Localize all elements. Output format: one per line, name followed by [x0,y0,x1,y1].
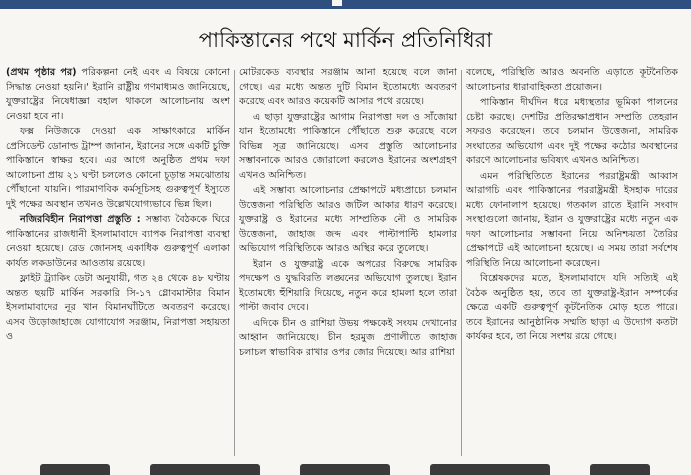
paragraph: পাকিস্তান দীর্ঘদিন ধরে মধ্যস্থতার ভূমিকা পালনের চেষ্টা করছে। দেশটির প্রতিরক্ষাপ্রধান সম্প্রতি তেহরান সফরও করেছেন। তবে চলমান উত্তেজনা, সামরিক সংঘাতের অভিযোগ এবং দুই পক্ষের কঠোর অবস্থানের কারণে আলোচনার ভবিষ্যৎ এখনও অনিশ্চিত। [466,97,678,166]
paragraph: এ ছাড়া যুক্তরাষ্ট্রের আগাম নিরাপত্তা দল ও সাঁজোয়া যান ইতোমধ্যে পাকিস্তানে পৌঁছাতে শুরু করেছে বলে বিভিন্ন সূত্র জানিয়েছে। এসব প্রস্তুতি আলোচনার সম্ভাবনাকে আরও জোরালো করলেও ইরানের অংশগ্রহণ এখনও অনিশ্চিত। [239,111,457,181]
paragraph-text: পরিকল্পনা নেই এবং এ বিষয়ে কোনো সিদ্ধান্ত নেওয়া হয়নি।' ইরানি রাষ্ট্রীয় গণমাধ্যমও জানিয়েছে, যুক্তরাষ্ট্রের নিষেধাজ্ঞা বহাল থাকলে আলোচনায় অংশ নেওয়া হবে না। [6,67,230,122]
cropped-glyph [430,464,550,475]
article-columns [0,66,691,461]
top-color-bar [0,0,691,9]
subheading: নজিরবিহীন নিরাপত্তা প্রস্তুতি : [20,214,141,225]
paragraph [6,213,230,271]
paragraph: ইরান ও যুক্তরাষ্ট্র একে অপরের বিরুদ্ধে সামরিক পদক্ষেপ ও যুদ্ধবিরতি লঙ্ঘনের অভিযোগ তুলছে। ইরান ইতোমধ্যে হুঁশিয়ারি দিয়েছে, নতুন করে হামলা হলে তারা পাল্টা জবাব দেবে। [239,258,457,313]
cropped-glyph [590,464,650,475]
article-column-3 [466,66,678,461]
article-column-1 [6,66,230,461]
next-headline-cropped [0,460,691,475]
continuation-marker: (প্রথম পৃষ্ঠার পর) [6,67,77,78]
page-headline: পাকিস্তানের পথে মার্কিন প্রতিনিধিরা [198,28,493,52]
cropped-glyph [300,464,390,475]
cropped-glyph [150,464,260,475]
cropped-glyph [40,464,110,475]
paragraph: মোটরকেড ব্যবস্থার সরঞ্জাম আনা হয়েছে বলে জানা গেছে। এর মধ্যে অন্তত দুটি বিমান ইতোমধ্যে অবতরণ করেছে এবং আরও কয়েকটি আসার পথে রয়েছে। [239,67,457,107]
paragraph: এদিকে চীন ও রাশিয়া উভয় পক্ষকেই সংযম দেখানোর আহ্বান জানিয়েছে। চীন হরমুজ প্রণালীতে জাহাজ চলাচল স্বাভাবিক রাখার ওপর জোর দিয়েছে। আর রাশিয়া [239,317,457,358]
paragraph: বিশ্লেষকদের মতে, ইসলামাবাদে যদি সত্যিই এই বৈঠক অনুষ্ঠিত হয়, তবে তা যুক্তরাষ্ট্র-ইরান সম্পর্কের ক্ষেত্রে একটি গুরুত্বপূর্ণ কূটনৈতিক মোড় হতে পারে। তবে ইরানের আনুষ্ঠানিক সম্মতি ছাড়া এ উদ্যোগ কতটা কার্যকর হবে, তা নিয়ে সংশয় রয়ে গেছে। [466,273,678,342]
paragraph: এমন পরিস্থিতিতে ইরানের পররাষ্ট্রমন্ত্রী আব্বাস আরাগচি এবং পাকিস্তানের পররাষ্ট্রমন্ত্রী ইসহাক দারের মধ্যে ফোনালাপ হয়েছে। গতকাল রাতে ইরানি সংবাদ সংস্থাগুলো জানায়, ইরান ও যুক্তরাষ্ট্রের মধ্যে নতুন এক দফা আলোচনার সম্ভাবনা নিয়ে অনিশ্চয়তা তৈরির প্রেক্ষাপটে এই আলোচনা হয়েছে। এ সময় তারা সর্বশেষ পরিস্থিতি নিয়ে আলোচনা করেছেন। [466,170,678,269]
paragraph: এই সম্ভাব্য আলোচনার প্রেক্ষাপটে মধ্যপ্রাচ্যে চলমান উত্তেজনা পরিস্থিতি আরও জটিল আকার ধারণ করেছে। যুক্তরাষ্ট্র ও ইরানের মধ্যে সাম্প্রতিক নৌ ও সামরিক উত্তেজনা, জাহাজ জব্দ এবং পাল্টাপাল্টি হামলার অভিযোগ পরিস্থিতিকে আরও অস্থির করে তুলেছে। [239,185,457,254]
paragraph [6,66,230,124]
article-column-2 [239,66,457,461]
paragraph: ফক্স নিউজকে দেওয়া এক সাক্ষাৎকারে মার্কিন প্রেসিডেন্ট ডোনাল্ড ট্রাম্প জানান, ইরানের সঙ্গে একটি চুক্তি পাকিস্তানে স্বাক্ষর হবে। এর আগে অনুষ্ঠিত প্রথম দফা আলোচনা প্রায় ২১ ঘণ্টা চললেও কোনো চূড়ান্ত সমঝোতায় পৌঁছানো যায়নি। পারমাণবিক কর্মসূচিসহ গুরুত্বপূর্ণ ইস্যুতে দুই পক্ষের অবস্থান তখনও উল্লেখযোগ্যভাবে ভিন্ন ছিল। [6,126,230,210]
paragraph: বলেছে, পরিস্থিতি আরও অবনতি এড়াতে কূটনৈতিক আলোচনার ধারাবাহিকতা প্রয়োজন। [466,67,678,93]
paragraph-text: সম্ভাব্য বৈঠককে ঘিরে পাকিস্তানের রাজধানী ইসলামাবাদে ব্যাপক নিরাপত্তা ব্যবস্থা নেওয়া হয়েছে। রেড জোনসহ একাধিক গুরুত্বপূর্ণ এলাকা কার্যত লকডাউনের আওতায় রয়েছে। [6,214,230,269]
top-bar-notch [332,0,342,6]
paragraph: ফ্লাইট ট্র্যাকিং ডেটা অনুযায়ী, গত ২৪ থেকে ৪৮ ঘণ্টায় অন্তত ছয়টি মার্কিন সরকারি সি-১৭ গ্লোবমাস্টার বিমান ইসলামাবাদের নূর খান বিমানঘাঁটিতে অবতরণ করেছে। এসব উড়োজাহাজে যোগাযোগ সরঞ্জাম, নিরাপত্তা সহায়তা ও [6,273,230,342]
